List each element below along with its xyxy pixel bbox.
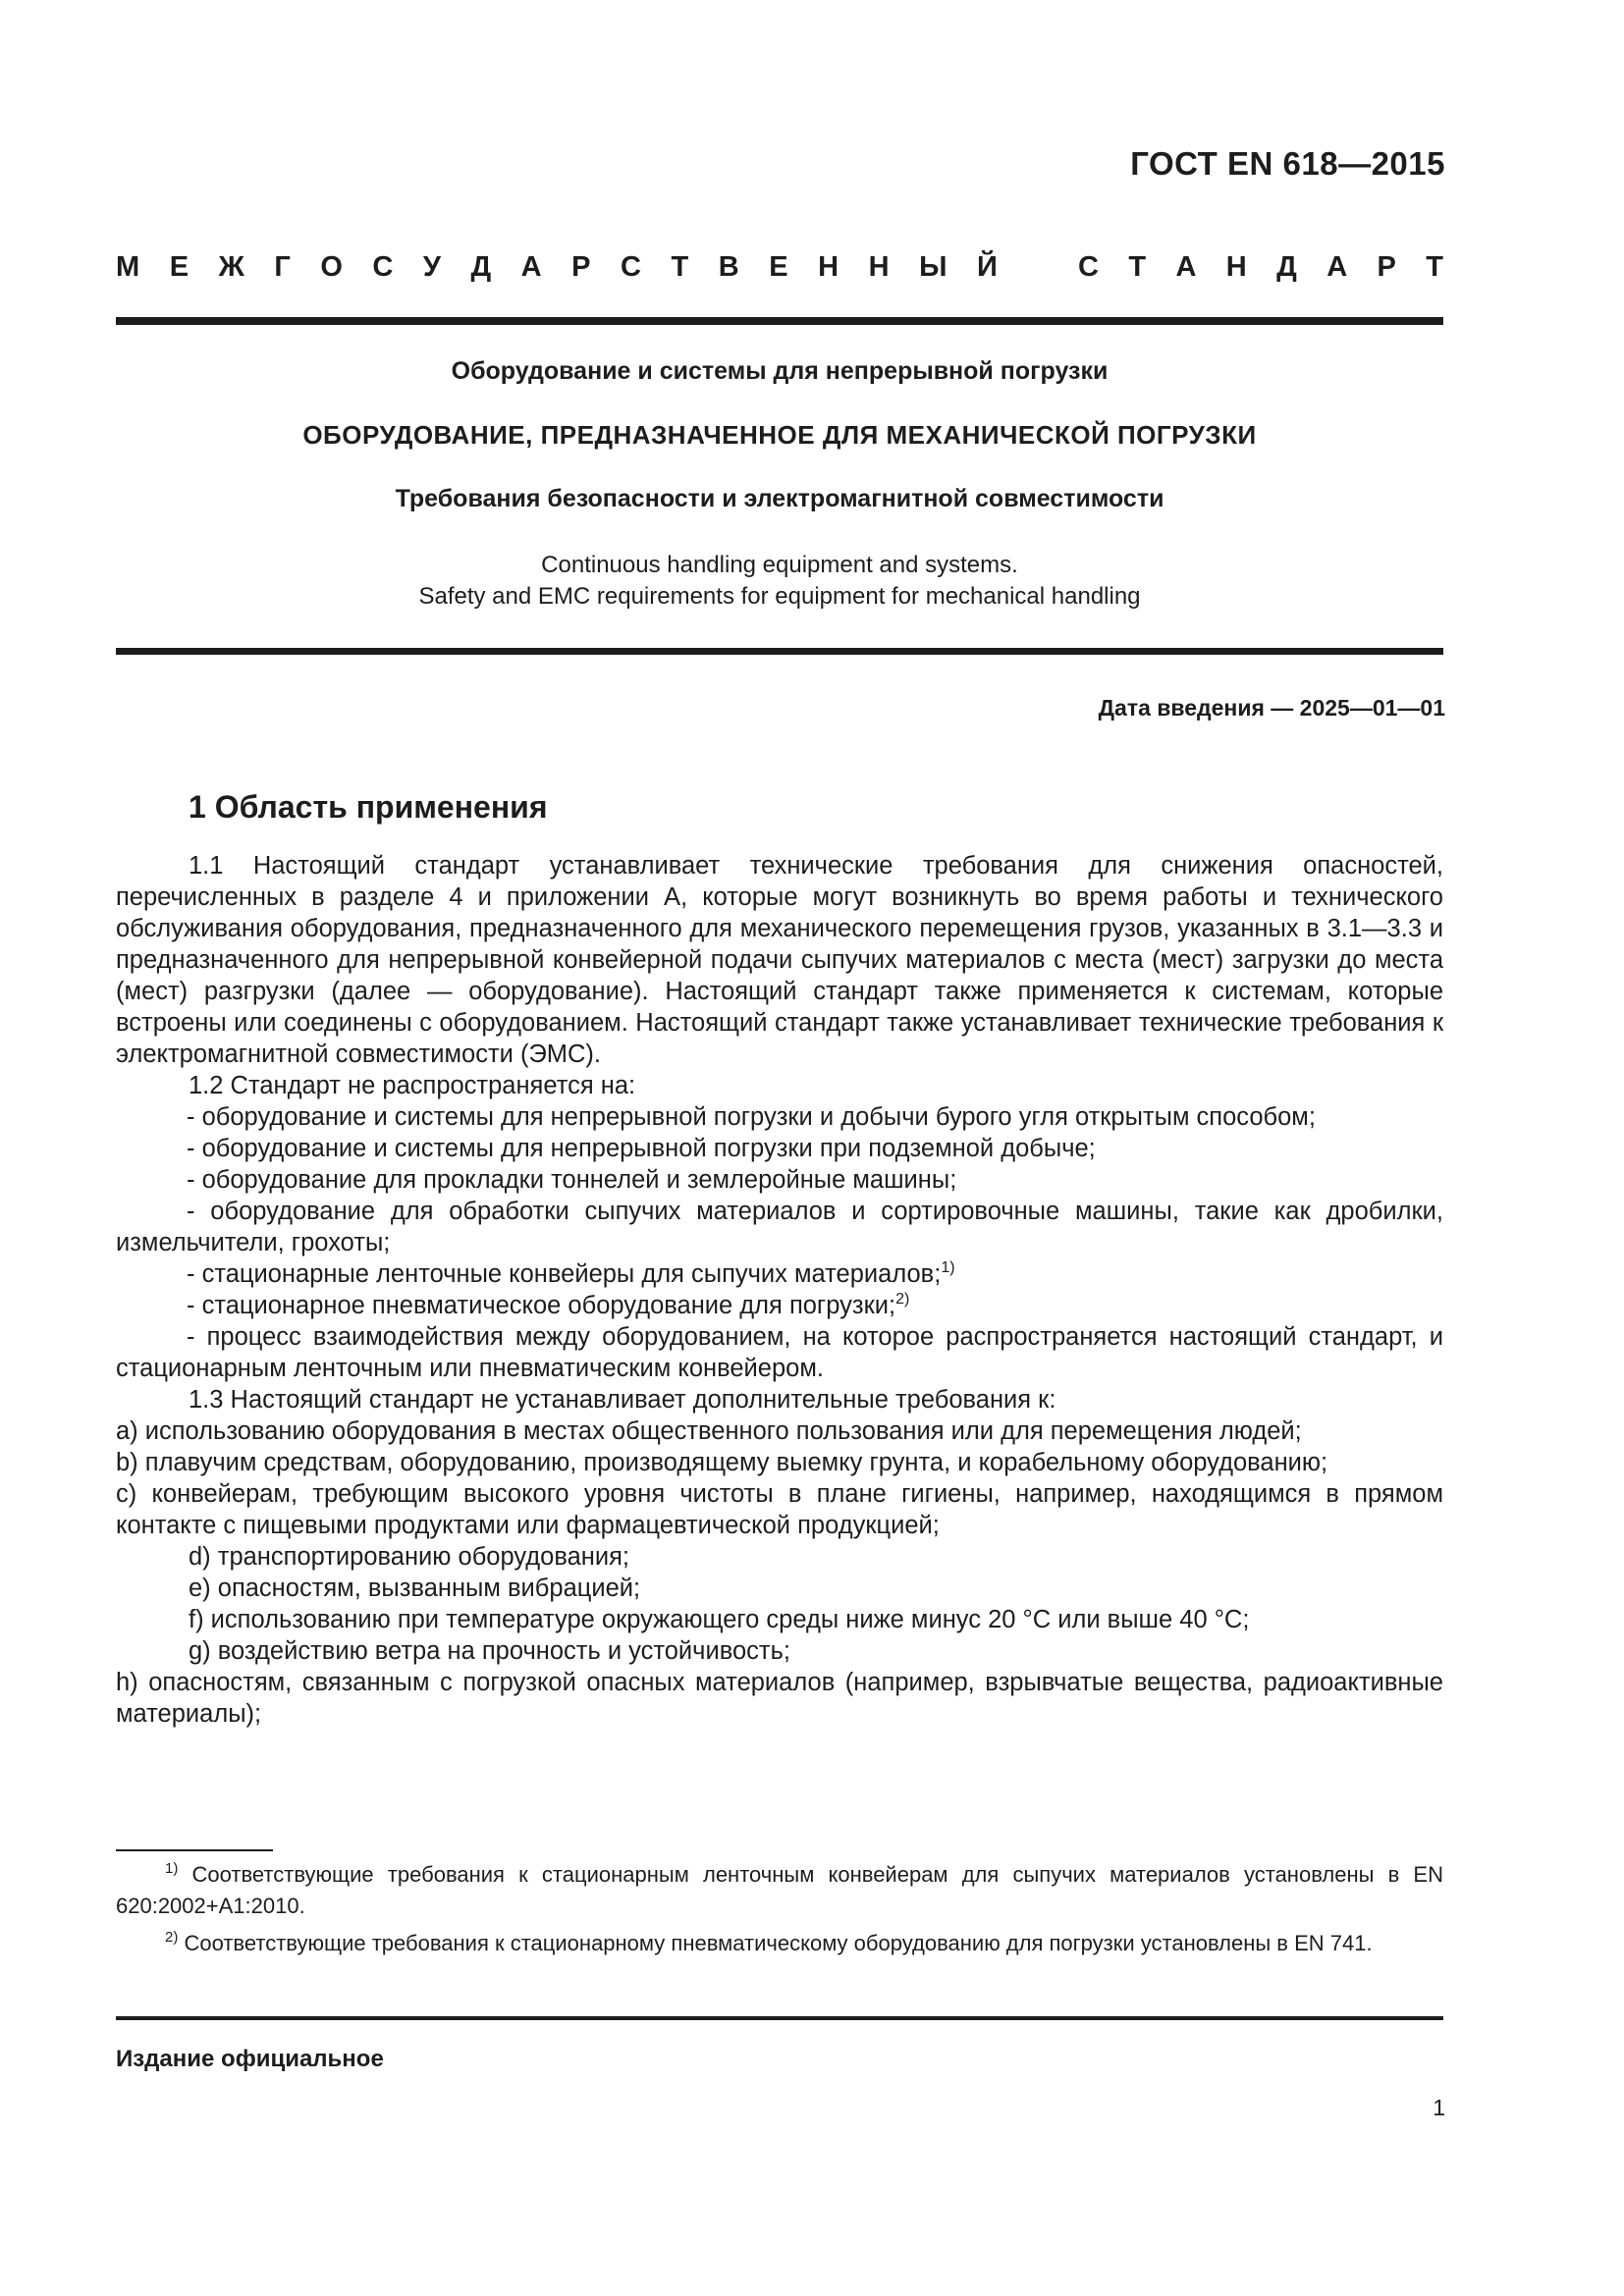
list-item: - оборудование и системы для непрерывной погрузки и добычи бурого угля открытым способом; xyxy=(187,1103,1316,1131)
section-heading: 1 Область применения xyxy=(189,789,548,825)
list-item: - стационарное пневматическое оборудование для погрузки;$^{2)}$ xyxy=(187,1291,910,1319)
introduction-date: Дата введения — 2025—01—01 xyxy=(1098,695,1445,721)
list-item: e) опасностям, вызванным вибрацией; xyxy=(189,1575,641,1602)
list-item: - стационарные ленточные конвейеры для сыпучих материалов;$^{1)}$ xyxy=(187,1259,955,1288)
footnote-ref-2: 2) xyxy=(895,1291,910,1308)
page-number: 1 xyxy=(1433,2095,1445,2120)
list-item: a) использованию оборудования в местах общественного пользования или для перемещения людей; xyxy=(116,1417,1302,1445)
banner-word-interstate: М Е Ж Г О С У Д А Р С Т В Е Н Н Ы Й xyxy=(116,251,998,283)
footnote-2: $^{2)}$ Соответствующие требования к стационарному пневматическому оборудованию для погрузки установлены в EN 741. xyxy=(165,1929,1373,1955)
footnote-ref-1: 1) xyxy=(941,1259,955,1276)
list-item: - оборудование для прокладки тоннелей и землеройные машины; xyxy=(187,1166,957,1194)
english-title-1: Continuous handling equipment and systems. xyxy=(541,552,1018,578)
english-title-2: Safety and EMC requirements for equipment for mechanical handling xyxy=(418,583,1141,610)
list-item: - оборудование и системы для непрерывной погрузки при подземной добыче; xyxy=(187,1135,1096,1162)
header-rule-top xyxy=(116,317,1443,325)
list-item: - процесс взаимодействия между оборудованием, на которое распространяется настоящий стандарт, и стационарным ленточным или пневматическим конвейером. xyxy=(116,1323,1443,1382)
list-item: d) транспортированию оборудования; xyxy=(189,1543,630,1571)
list-item: h) опасностям, связанным с погрузкой опасных материалов (например, взрывчатые вещества, радиоактивные материалы); xyxy=(116,1669,1443,1728)
banner-word-standard: С Т А Н Д А Р Т xyxy=(1078,251,1443,283)
footnote-1: $^{1)}$ Соответствующие требования к стационарным ленточным конвейерам для сыпучих материалов установлены в EN 620:2002+A1:2010. xyxy=(116,1860,1443,1918)
list-item: g) воздействию ветра на прочность и устойчивость; xyxy=(189,1637,790,1665)
list-item: - оборудование для обработки сыпучих материалов и сортировочные машины, такие как дробилки, измельчители, грохоты; xyxy=(116,1198,1443,1256)
standard-banner xyxy=(116,251,1443,284)
header-rule-bottom xyxy=(116,648,1443,655)
footnote-separator xyxy=(116,1849,273,1851)
title-subtitle: Требования безопасности и электромагнитной совместимости xyxy=(395,485,1164,512)
list-item: f) использованию при температуре окружающего среды ниже минус 20 °С или выше 40 °С; xyxy=(189,1606,1250,1633)
title-main: ОБОРУДОВАНИЕ, ПРЕДНАЗНАЧЕННОЕ ДЛЯ МЕХАНИЧЕСКОЙ ПОГРУЗКИ xyxy=(302,420,1257,450)
body-text xyxy=(116,850,1443,1730)
paragraph-1-3: 1.3 Настоящий стандарт не устанавливает дополнительные требования к: xyxy=(189,1386,1056,1414)
paragraph-1-1: 1.1 Настоящий стандарт устанавливает технические требования для снижения опасностей, перечисленных в разделе 4 и приложении А, которые могут возникнуть во время работы и технического обслуживания оборудования, предназначенного для механического перемещения грузов, указанных в 3.1—3.3 и предназначенного для непрерывной конвейерной подачи сыпучих материалов с места (мест) загрузки до места (мест) разгрузки (далее — оборудование). Настоящий стандарт также применяется к системам, которые встроены или соединены с оборудованием. Настоящий стандарт также устанавливает технические требования к электромагнитной совместимости (ЭМС). xyxy=(116,852,1443,1068)
paragraph-1-2: 1.2 Стандарт не распространяется на: xyxy=(189,1072,636,1099)
title-group: Оборудование и системы для непрерывной погрузки xyxy=(451,357,1109,385)
list-item: b) плавучим средствам, оборудованию, производящему выемку грунта, и корабельному оборудованию; xyxy=(116,1449,1328,1476)
official-edition-label: Издание официальное xyxy=(116,2046,384,2072)
document-code: ГОСТ EN 618—2015 xyxy=(1130,145,1445,182)
footer-rule xyxy=(116,2016,1443,2020)
list-item: c) конвейерам, требующим высокого уровня чистоты в плане гигиены, например, находящимся в прямом контакте с пищевыми продуктами или фармацевтической продукцией; xyxy=(116,1480,1443,1539)
